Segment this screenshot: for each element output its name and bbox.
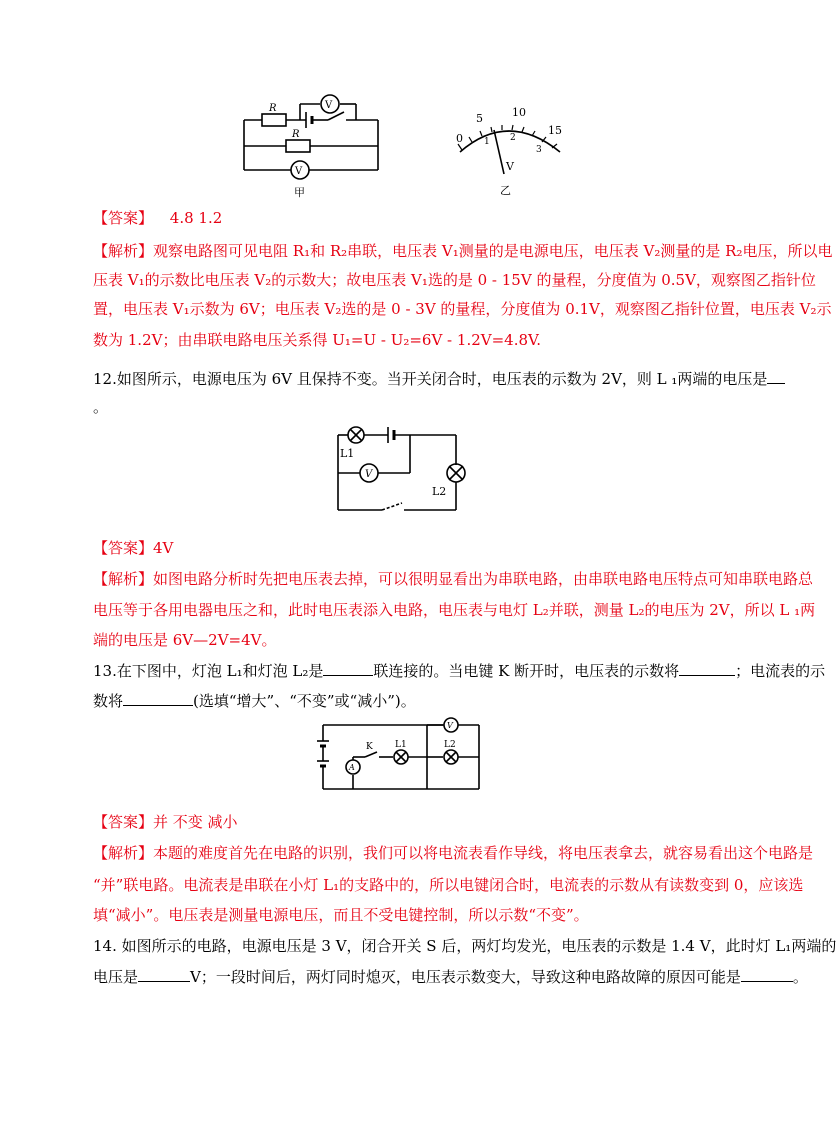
q13-question-line-1 — [93, 660, 826, 681]
q13-blank-1 — [323, 660, 373, 676]
l1-label: L1 — [395, 740, 407, 750]
r2-label: R — [292, 129, 300, 140]
l2-label: L2 — [432, 485, 447, 498]
q12-answer-blank — [767, 368, 785, 384]
q14-text-a: 电压是 — [93, 968, 139, 986]
q13-analysis-line-3: 填“减小”。电压表是测量电源电压，而且不受电键控制，所以示数“不变”。 — [93, 906, 589, 924]
q12-question-text: 12.如图所示，电源电压为 6V 且保持不变。当开关闭合时，电压表的示数为 2V，则 L ₁两端的电压是 — [93, 370, 768, 388]
r1-label: R — [269, 103, 277, 114]
q11-answer — [93, 208, 738, 228]
ammeter-label: A — [349, 763, 355, 772]
q13-blank-3 — [123, 690, 193, 706]
circuit-diagram-q13 — [313, 717, 485, 801]
q12-analysis-line-3: 端的电压是 6V—2V=4V。 — [93, 631, 277, 649]
q14-blank-1 — [138, 966, 190, 982]
q11-analysis-line-4: 数为 1.2V；由串联电路电压关系得 U₁=U - U₂=6V - 1.2V=4.8V. — [93, 331, 541, 349]
q13-text-b: 联连接的。当电键 K 断开时，电压表的示数将 — [373, 662, 680, 680]
answer-value: 并 不变 减小 — [153, 813, 238, 831]
circuit-diagram-jia — [236, 92, 396, 204]
dial-v-label: V — [506, 160, 514, 173]
answer-label: 【答案】 — [93, 209, 154, 227]
scale-2: 2 — [510, 133, 516, 143]
q14-question-line-1: 14. 如图所示的电路，电源电压是 3 V，闭合开关 S 后，两灯均发光，电压表的示数是 1.4 V，此时灯 L₁两端的 — [93, 937, 836, 955]
l1-label: L1 — [340, 447, 355, 460]
q14-blank-2 — [741, 966, 793, 982]
q11-analysis-line-3: 置，电压表 V₁示数为 6V；电压表 V₂选的是 0 - 3V 的量程，分度值为 0.1V，观察图乙指针位置，电压表 V₂示 — [93, 300, 832, 318]
voltmeter-label: V — [447, 721, 453, 730]
q13-text-a: 13.在下图中，灯泡 L₁和灯泡 L₂是 — [93, 662, 324, 680]
q13-text-e: (选填“增大”、“不变”或“减小”)。 — [193, 692, 416, 710]
scale-3: 3 — [536, 145, 542, 155]
v2-label: V — [295, 166, 303, 177]
jia-caption: 甲 — [294, 186, 305, 199]
q12-question-end: 。 — [93, 398, 109, 416]
scale-5: 5 — [476, 112, 483, 125]
q12-question — [93, 368, 768, 389]
voltmeter-dial-yi — [448, 100, 578, 200]
l2-label: L2 — [444, 740, 456, 750]
q11-analysis-line-1: 【解析】观察电路图可见电阻 R₁和 R₂串联，电压表 V₁测量的是电源电压，电压表 V₂测量的是 R₂电压，所以电 — [93, 242, 833, 260]
q12-analysis-line-2: 电压等于各用电器电压之和，此时电压表添入电路，电压表与电灯 L₂并联，测量 L₂的电压为 2V，所以 L ₁两 — [93, 601, 816, 619]
answer-value: 4V — [153, 539, 174, 557]
q12-analysis-line-1: 【解析】如图电路分析时先把电压表去掉，可以很明显看出为串联电路，由串联电路电压特点可知串联电路总 — [93, 570, 814, 588]
circuit-diagram-q12 — [330, 425, 470, 517]
q12-answer — [93, 538, 738, 558]
q13-answer — [93, 812, 738, 832]
scale-0: 0 — [456, 132, 463, 145]
q14-text-c: 。 — [792, 968, 808, 986]
scale-10: 10 — [512, 106, 526, 119]
q13-text-c: ；电流表的示 — [735, 662, 826, 680]
q13-blank-2 — [679, 660, 735, 676]
scale-1: 1 — [484, 137, 490, 147]
q11-analysis-line-2: 压表 V₁的示数比电压表 V₂的示数大；故电压表 V₁选的是 0 - 15V 的量程，分度值为 0.5V，观察图乙指针位 — [93, 271, 816, 289]
voltmeter-label: V — [365, 469, 373, 480]
k-label: K — [366, 742, 373, 752]
q13-question-line-2 — [93, 690, 738, 711]
yi-caption: 乙 — [500, 184, 511, 197]
q13-analysis-line-2: “并”联电路。电流表是串联在小灯 L₁的支路中的，所以电键闭合时，电流表的示数从有读数变到 0，应该选 — [93, 876, 804, 894]
scale-15: 15 — [548, 124, 562, 137]
q13-text-d: 数将 — [93, 692, 124, 710]
answer-label: 【答案】 — [93, 539, 154, 557]
q14-question-line-2 — [93, 966, 808, 987]
v1-label: V — [325, 100, 333, 111]
q13-analysis-line-1: 【解析】本题的难度首先在电路的识别，我们可以将电流表看作导线，将电压表拿去，就容易看出这个电路是 — [93, 844, 814, 862]
q14-text-b: V；一段时间后，两灯同时熄灭，电压表示数变大，导致这种电路故障的原因可能是 — [190, 968, 741, 986]
answer-label: 【答案】 — [93, 813, 154, 831]
answer-value: 4.8 1.2 — [169, 209, 223, 227]
